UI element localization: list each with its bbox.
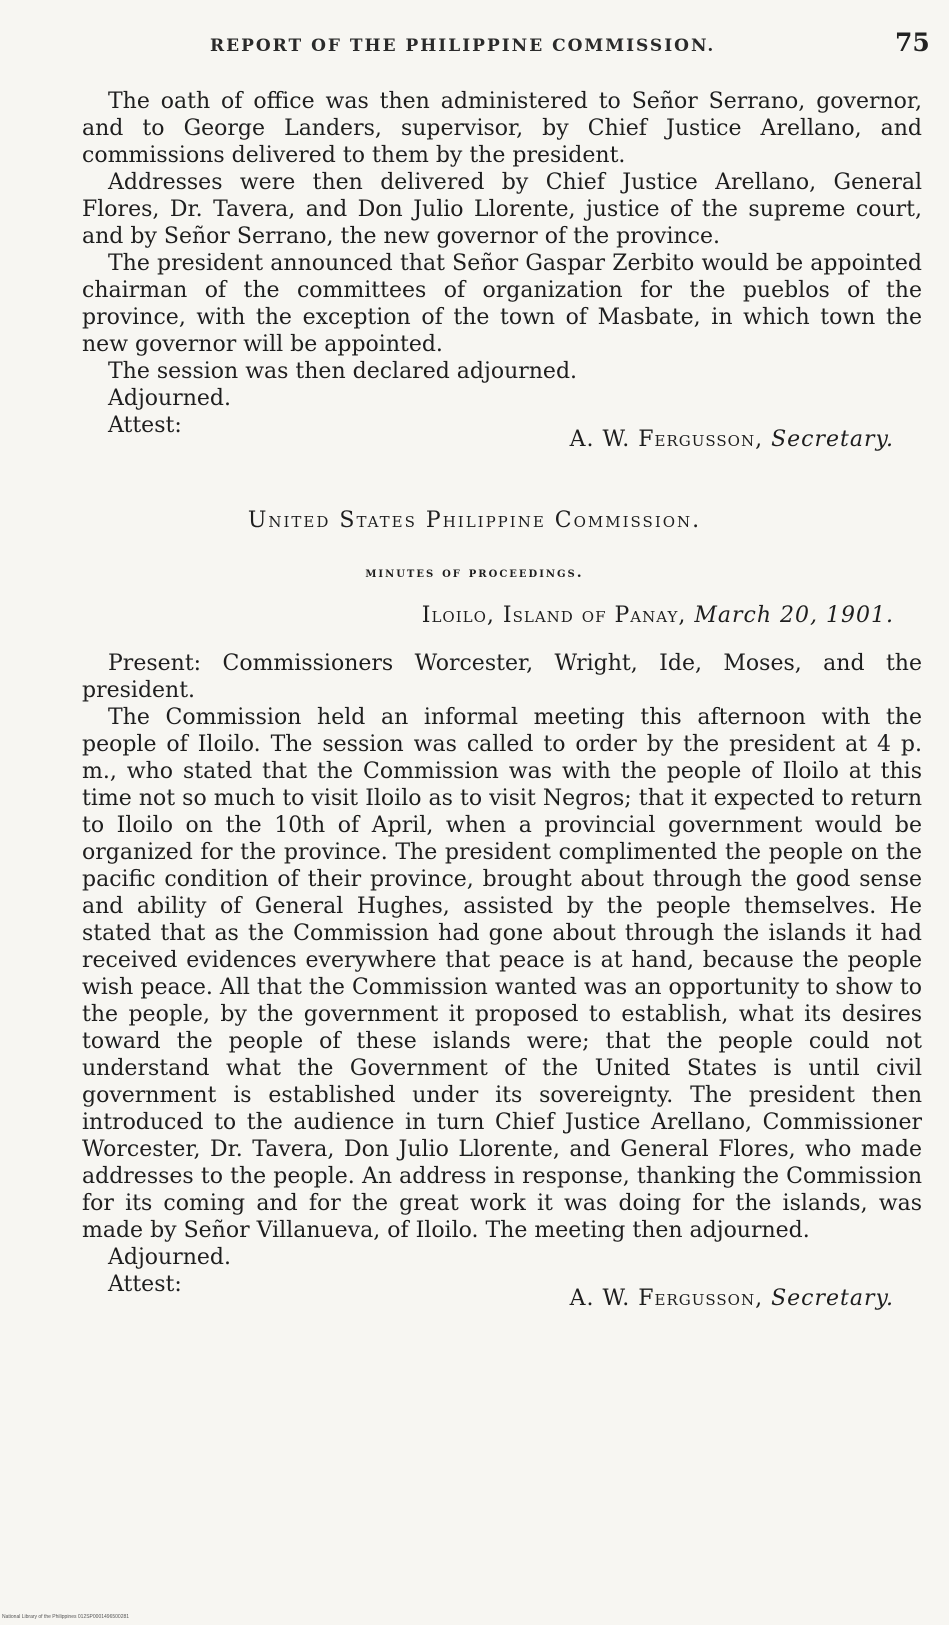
signature-name: A. W. Fergusson, [569, 427, 764, 452]
signature-title: Secretary. [771, 1286, 894, 1311]
dateline-date: March 20, 1901. [694, 603, 894, 628]
running-head [0, 28, 949, 68]
attest-row [82, 1271, 922, 1311]
section-subheading: minutes of proceedings. [365, 565, 584, 581]
section-1-text [82, 88, 922, 452]
attest-label: Attest: [108, 1272, 182, 1297]
paragraph-announcement: The president announced that Señor Gaspar Zerbito would be appointed chairman of the committees of organization for the pueblos of the province, with the exception of the town of Masbate, in which town the new governor will be appointed. [82, 251, 922, 357]
paragraph-meeting: The Commission held an informal meeting this afternoon with the people of Iloilo. The session was called to order by the president at 4 p. m., who stated that the Commission was with the people of Iloilo at this time not so much to visit Iloilo as to visit Negros; that it expected to return to Iloilo on the 10th of April, when a provincial government would be organized for the province. The president complimented the people on the pacific condition of their province, brought about through the good sense and ability of General Hughes, assisted by the people themselves. He stated that as the Commission had gone about through the islands it had received evidences everywhere that peace is at hand, because the people wish peace. All that the Commission wanted was an opportunity to show to the people, by the government it proposed to establish, what its desires toward the people of these islands were; that the people could not understand what the Government of the United States is until civil government is established under its sovereignty. The president then introduced to the audience in turn Chief Justice Arellano, Commissioner Worcester, Dr. Tavera, Don Julio Llorente, and General Flores, who made addresses to the people. An address in response, thanking the Commission for its coming and for the great work it was doing for the islands, was made by Señor Villanueva, of Iloilo. The meeting then adjourned. [82, 705, 922, 1243]
signature-name: A. W. Fergusson, [569, 1286, 764, 1311]
paragraph-oath: The oath of office was then administered to Señor Serrano, governor, and to George Landers, supervisor, by Chief Justice Arellano, and commissions delivered to them by the president. [82, 89, 922, 168]
signature [570, 1285, 894, 1312]
dateline [422, 603, 894, 628]
attest-label: Attest: [108, 413, 182, 438]
adjourned-label: Adjourned. [108, 1245, 231, 1270]
adjourned-label: Adjourned. [108, 386, 231, 411]
running-title: REPORT OF THE PHILIPPINE COMMISSION. [210, 36, 716, 56]
signature [570, 426, 894, 453]
dateline-place: Iloilo, Island of Panay, [421, 603, 687, 628]
paragraph-addresses: Addresses were then delivered by Chief Justice Arellano, General Flores, Dr. Tavera, and Don Julio Llorente, justice of the supreme court, and by Señor Serrano, the new governor of the province. [82, 170, 922, 249]
section-2-text [82, 650, 922, 1311]
footer-note: National Library of the Philippines 012SP0001496500281 [2, 1614, 130, 1620]
signature-title: Secretary. [771, 427, 894, 452]
attest-row [82, 412, 922, 452]
section-heading: United States Philippine Commission. [247, 508, 702, 533]
page-number: 75 [895, 28, 930, 57]
paragraph-session-adjourned: The session was then declared adjourned. [108, 359, 578, 384]
paragraph-present: Present: Commissioners Worcester, Wright, Ide, Moses, and the president. [82, 651, 922, 703]
